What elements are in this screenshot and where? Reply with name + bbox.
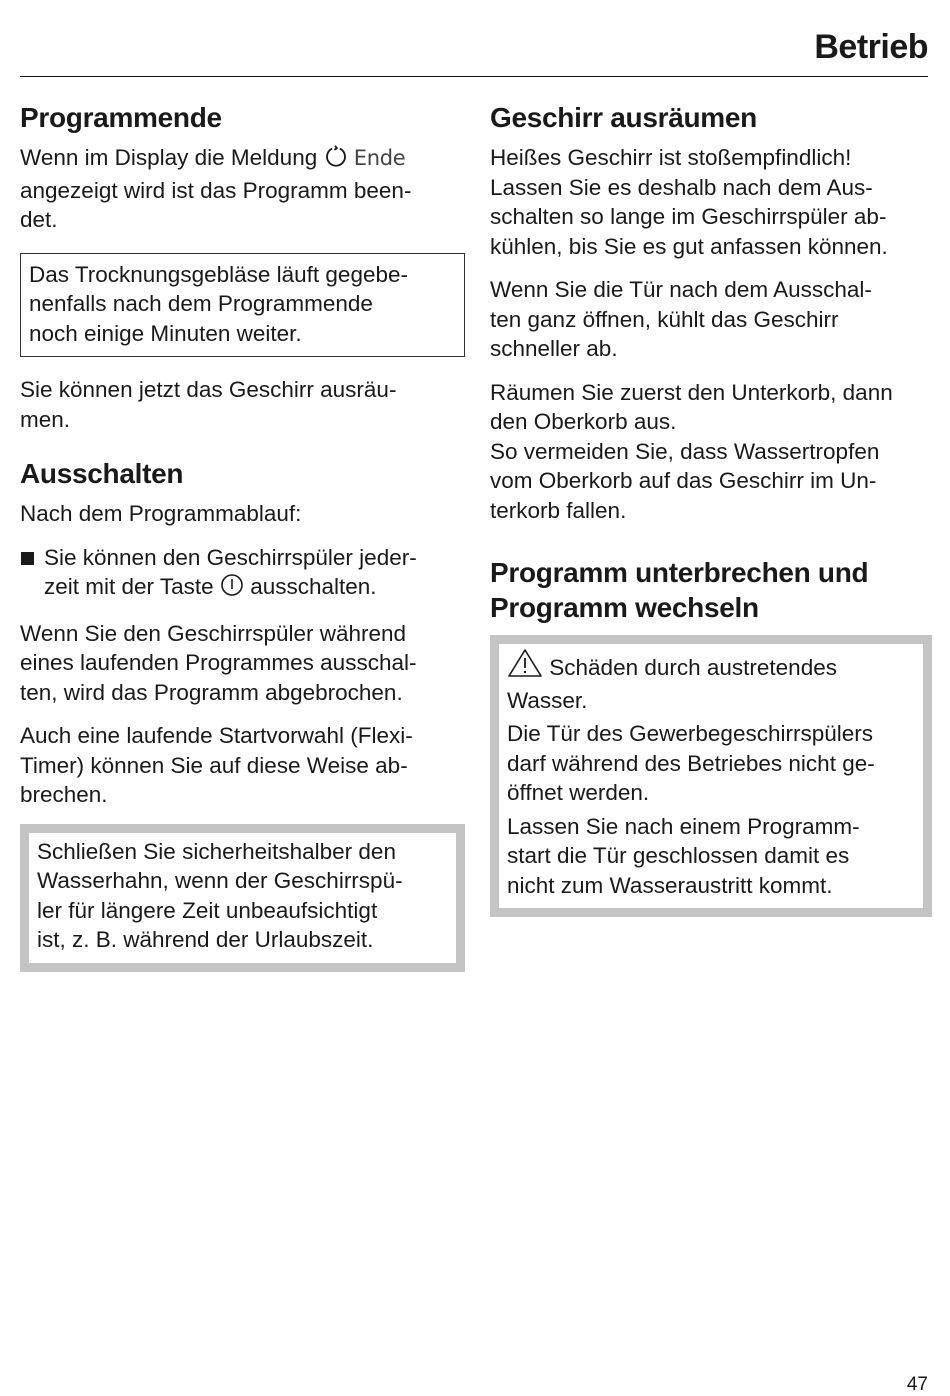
bullet-text-3: ausschalten. — [250, 574, 377, 599]
page-header — [20, 28, 928, 77]
ausschalten-intro: Nach dem Programmablauf: — [20, 501, 302, 526]
warning-text-2: Lassen Sie nach einem Programm- start die Tür geschlossen damit es nicht zum Wasseraustritt kommt. — [507, 813, 860, 898]
heading-ausschalten: Ausschalten — [20, 458, 184, 489]
ausschalten-flexitimer-text: Auch eine laufende Startvorwahl (Flexi- Timer) können Sie auf diese Weise ab- brechen. — [20, 723, 413, 807]
warning-title-text-2: Wasser. — [507, 687, 588, 713]
warning-title — [507, 648, 915, 715]
heading-geschirr-ausraeumen: Geschirr ausräumen — [490, 102, 757, 133]
heading-programmende: Programmende — [20, 102, 222, 133]
square-bullet-icon — [21, 552, 34, 565]
left-column — [20, 100, 465, 972]
ausraeumen-text-2: Wenn Sie die Tür nach dem Ausschal- ten ganz öffnen, kühlt das Geschirr schneller ab. — [490, 277, 872, 361]
note-water-tap-text: Schließen Sie sicherheitshalber den Wasserhahn, wenn der Geschirrspü- ler für längere Zeit unbeaufsichtigt ist, z. B. während der Urlaubszeit. — [37, 838, 403, 952]
programmende-unload-text: Sie können jetzt das Geschirr ausräu- men. — [20, 377, 397, 432]
note-water-tap — [20, 824, 465, 972]
heading-programm-unterbrechen: Programm unterbrechen und Programm wechseln — [490, 557, 869, 623]
power-button-icon — [220, 573, 244, 605]
warning-title-text: Schäden durch austretendes — [549, 655, 837, 680]
bullet-text-1: Sie können den Geschirrspüler jeder- — [44, 544, 417, 570]
section-programm-unterbrechen — [490, 555, 932, 917]
warning-triangle-icon — [507, 648, 543, 686]
programmende-text-1: Wenn im Display die Meldung — [20, 145, 318, 170]
section-geschirr-ausraeumen — [490, 100, 932, 525]
section-ausschalten — [20, 456, 465, 972]
right-column — [490, 100, 932, 917]
section-title: Betrieb — [814, 28, 928, 66]
page-number: 47 — [906, 1374, 928, 1395]
programmende-paragraph — [20, 143, 465, 235]
warning-text-1: Die Tür des Gewerbegeschirrspülers darf während des Betriebes nicht ge- öffnet werden. — [507, 721, 875, 805]
program-end-icon — [324, 144, 348, 176]
section-programmende — [20, 100, 465, 434]
programmende-text-2: angezeigt wird ist das Programm been- — [20, 177, 412, 203]
ausschalten-abort-text: Wenn Sie den Geschirrspüler während eines laufenden Programmes ausschal- ten, wird das Programm abgebrochen. — [20, 620, 417, 705]
note-drying-fan — [20, 253, 465, 358]
bullet-text-2: zeit mit der Taste — [44, 574, 214, 599]
ausraeumen-text-1: Heißes Geschirr ist stoßempfindlich! Lassen Sie es deshalb nach dem Aus- schalten so lange im Geschirrspüler ab- kühlen, bis Sie es gut anfassen können. — [490, 145, 888, 259]
display-message-ende: Ende — [353, 146, 406, 170]
warning-box — [490, 635, 932, 917]
list-item — [20, 543, 465, 605]
programmende-text-3: det. — [20, 207, 58, 232]
ausraeumen-text-3: Räumen Sie zuerst den Unterkorb, dann den Oberkorb aus. So vermeiden Sie, dass Wassertropfen vom Oberkorb auf das Geschirr im Un- terkorb fallen. — [490, 379, 893, 523]
note-drying-fan-text: Das Trocknungsgebläse läuft gegebe- nenfalls nach dem Programmende noch einige Minuten weiter. — [29, 261, 408, 346]
